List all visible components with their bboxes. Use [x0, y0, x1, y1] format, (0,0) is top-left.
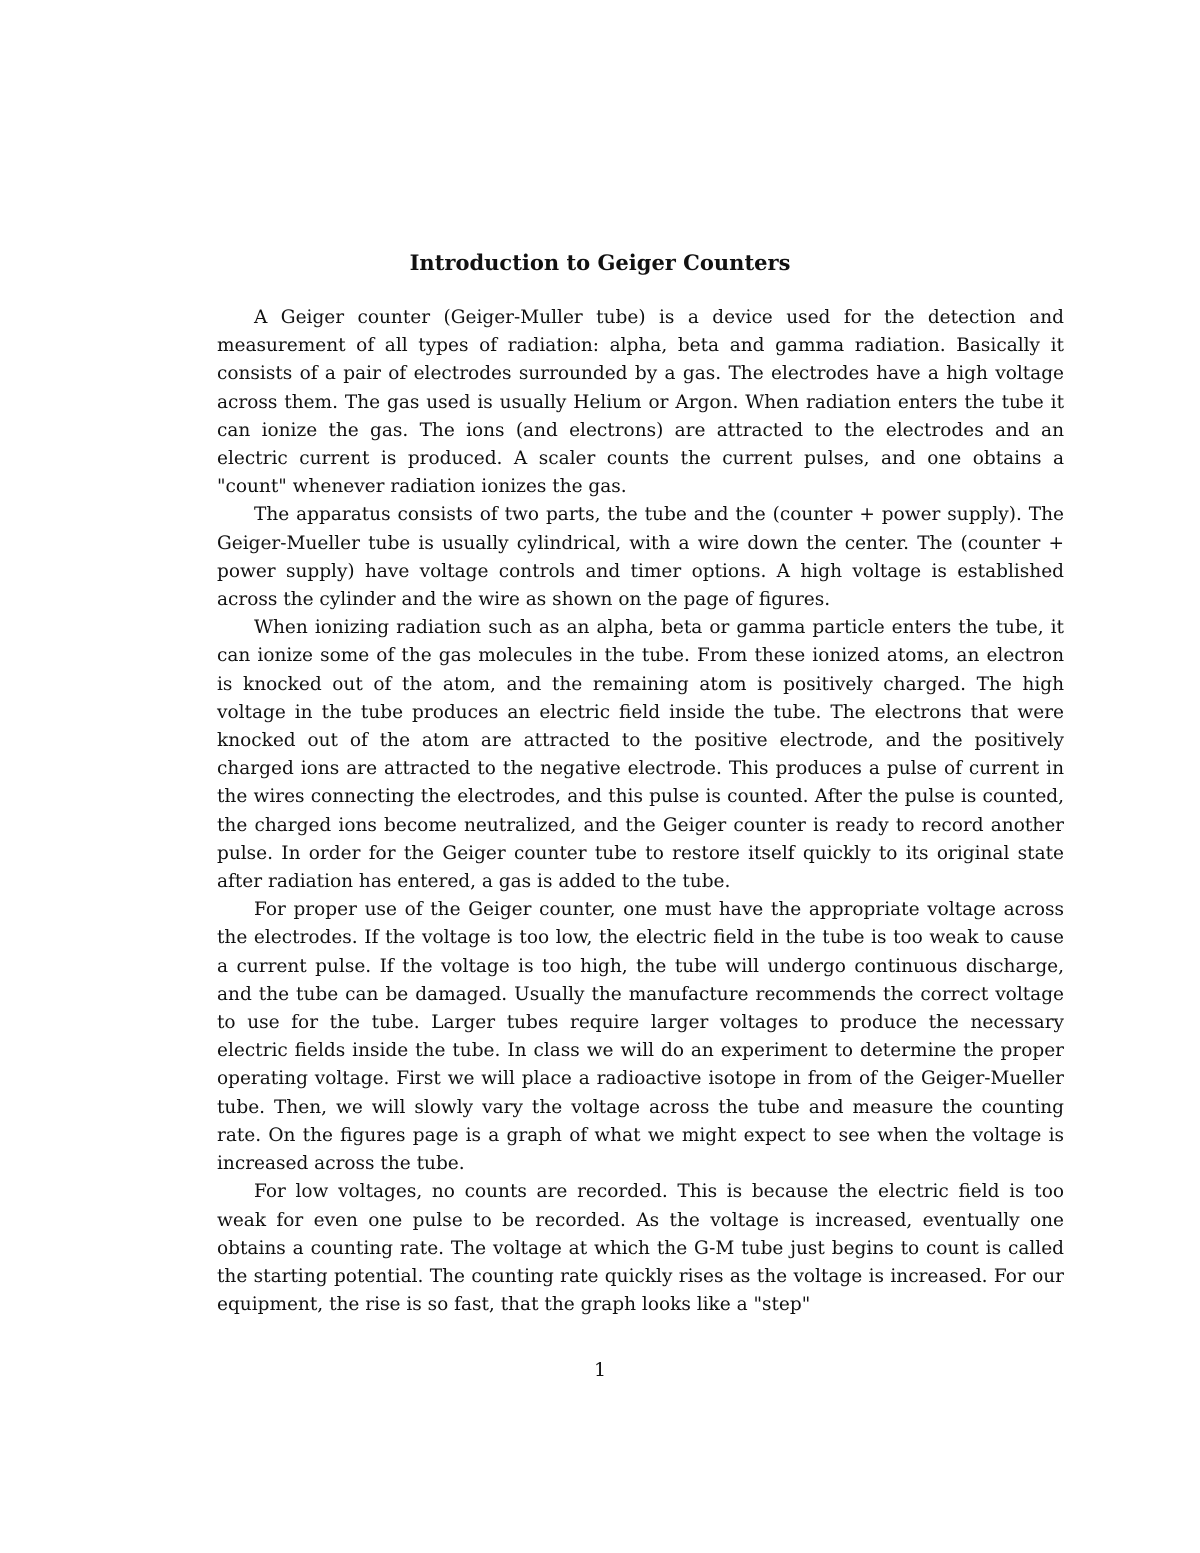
document-title: Introduction to Geiger Counters: [409, 250, 791, 275]
paragraph-low-voltage: For low voltages, no counts are recorded. This is because the electric field is too weak for even one pulse to be recorded. As the voltage is increased, eventually one obtains a counting rate. The voltage at which the G-M tube just begins to count is called the starting potential. The counting rate quickly rises as the voltage is increased. For our equipment, the rise is so fast, that the graph looks like a "step": [217, 1181, 1064, 1316]
paragraph-ionization: When ionizing radiation such as an alpha, beta or gamma particle enters the tube, it can ionize some of the gas molecules in the tube. From these ionized atoms, an electron is knocked out of the atom, and the remaining atom is positively charged. The high voltage in the tube produces an electric field inside the tube. The electrons that were knocked out of the atom are attracted to the positive electrode, and the positively charged ions are attracted to the negative electrode. This produces a pulse of current in the wires connecting the electrodes, and this pulse is counted. After the pulse is counted, the charged ions become neutralized, and the Geiger counter is ready to record another pulse. In order for the Geiger counter tube to restore itself quickly to its original state after radiation has entered, a gas is added to the tube.: [217, 617, 1064, 893]
paragraph-intro: A Geiger counter (Geiger-Muller tube) is a device used for the detection and measurement of all types of radiation: alpha, beta and gamma radiation. Basically it consists of a pair of electrodes surrounded by a gas. The electrodes have a high voltage across them. The gas used is usually Helium or Argon. When radiation enters the tube it can ionize the gas. The ions (and electrons) are attracted to the electrodes and an electric current is produced. A scaler counts the current pulses, and one obtains a "count" whenever radiation ionizes the gas.: [217, 307, 1064, 498]
paragraph-apparatus: The apparatus consists of two parts, the tube and the (counter + power supply). The Geiger-Mueller tube is usually cylindrical, with a wire down the center. The (counter + power supply) have voltage controls and timer options. A high voltage is established across the cylinder and the wire as shown on the page of figures.: [217, 504, 1064, 611]
page-number: 1: [593, 1359, 607, 1381]
document-body: [217, 304, 1064, 1319]
paragraph-voltage: For proper use of the Geiger counter, one must have the appropriate voltage across the electrodes. If the voltage is too low, the electric field in the tube is too weak to cause a current pulse. If the voltage is too high, the tube will undergo continuous discharge, and the tube can be damaged. Usually the manufacture recommends the correct voltage to use for the tube. Larger tubes require larger voltages to produce the necessary electric fields inside the tube. In class we will do an experiment to determine the proper operating voltage. First we will place a radioactive isotope in from of the Geiger-Mueller tube. Then, we will slowly vary the voltage across the tube and measure the counting rate. On the figures page is a graph of what we might expect to see when the voltage is increased across the tube.: [217, 899, 1064, 1175]
